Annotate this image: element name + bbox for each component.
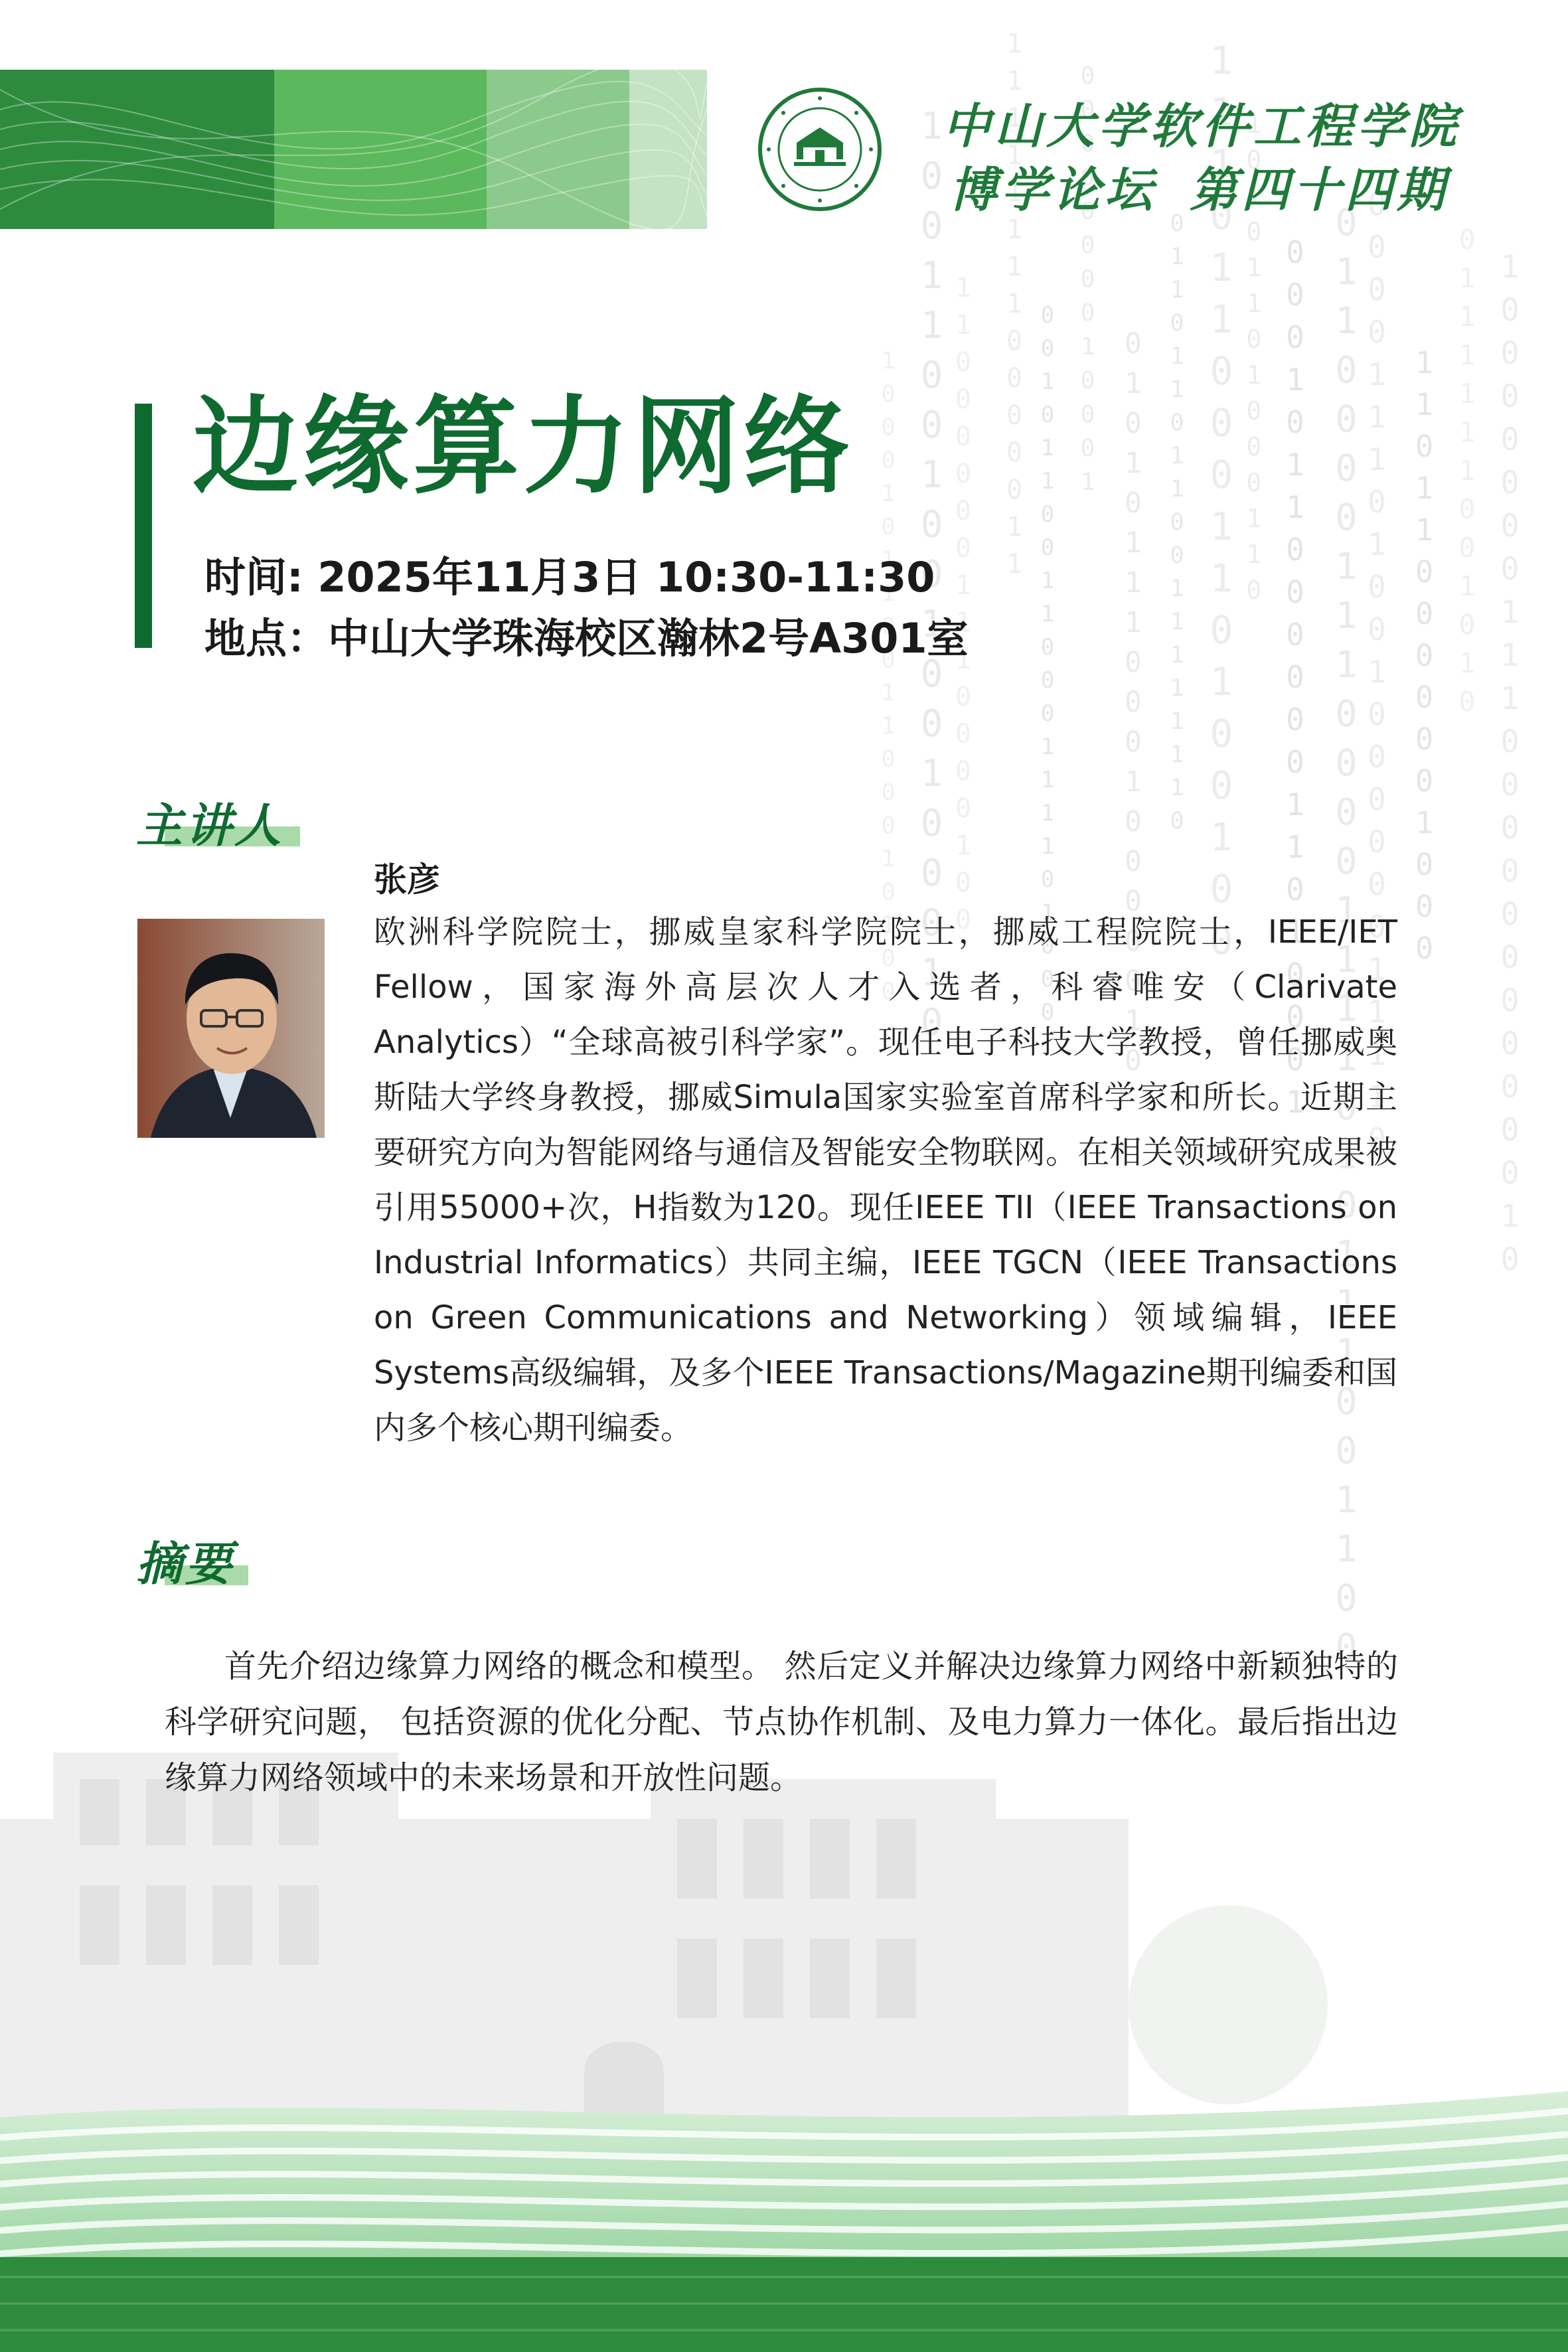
binary-column: 0010110011000111101000 — [1034, 302, 1061, 1032]
binary-column: 110000001110000100 — [948, 273, 979, 942]
binary-column: 10101101000110 — [1239, 110, 1269, 611]
binary-column: 011000011100001111010111001100 — [1325, 201, 1368, 1675]
binary-column: 000101100000011010001 — [1277, 234, 1313, 1127]
binary-column: 100000001110000000000010 — [1492, 249, 1528, 1285]
school-seal-icon — [757, 86, 883, 212]
forum-name: 博学论坛 — [949, 162, 1157, 218]
talk-title: 边缘算力网络 — [193, 384, 854, 509]
binary-column: 0110110110011111110 — [1164, 210, 1190, 841]
binary-column: 0111111001010 — [1451, 224, 1483, 724]
binary-column: 10001011001100010100 — [875, 348, 902, 1012]
title-accent-bar — [135, 404, 152, 648]
header-forum-line — [949, 151, 1449, 220]
binary-column: 00001110100100000011110 — [1359, 187, 1395, 1164]
binary-column: 0000000010001 — [1074, 62, 1101, 503]
speaker-portrait-image — [137, 919, 325, 1138]
speaker-bio: 欧洲科学院院士，挪威皇家科学院院士，挪威工程院院士，IEEE/IET Fellow，国家海外高层次人才入选者，科睿唯安（Clarivate Analytics）“全球高被引科学家”。现任电子科技大学教授，曾任挪威奥斯陆大学终身教授，挪威Simula国家实验室首席科学家和所长。近期主要研究方向为智能网络与通信及智能安全物联网。在相关领域研究成果被引用55000+次，H指数为120。现任IEEE TII（IEEE Transactions on Industrial Informatics）共同主编，IEEE TGCN（IEEE Transactions on Green Communications and Networking）领域编辑，IEEE Systems高级编辑，及多个IEEE Transactions/Magazine期刊编委和国内多个核心期刊编委。 — [374, 913, 1397, 1447]
abstract-heading: 摘要 — [136, 1537, 234, 1591]
binary-column: 1001100100100100010 — [910, 105, 953, 1051]
banner-wave-lines — [0, 70, 707, 229]
header-school-name: 中山大学软件工程学院 — [943, 98, 1461, 154]
talk-place: 地点：中山大学珠海校区瀚林2号A301室 — [204, 614, 969, 663]
abstract-text: 首先介绍边缘算力网络的概念和模型。 然后定义并解决边缘算力网络中新颖独特的科学研究问题， 包括资源的优化分配、节点协作机制、及电力算力一体化。最后指出边缘算力网络领域中的未来场景和开放性问题。 — [165, 1648, 1398, 1796]
binary-column: 0101011100010000010 — [1117, 327, 1150, 1084]
binary-column: 111111110000011 — [999, 29, 1030, 586]
binary-column: 111011000110100100 — [1199, 38, 1244, 970]
speaker-photo — [137, 919, 325, 1138]
talk-time: 时间: 2025年11月3日 10:30-11:30 — [204, 553, 935, 601]
speaker-heading: 主讲人 — [136, 799, 283, 853]
issue-number: 第四十四期 — [1190, 162, 1449, 218]
binary-column: 110110000001000 — [1407, 345, 1442, 973]
header-banner — [0, 70, 707, 229]
footer-wave-decoration — [0, 2078, 1568, 2352]
speaker-name: 张彦 — [374, 860, 440, 899]
